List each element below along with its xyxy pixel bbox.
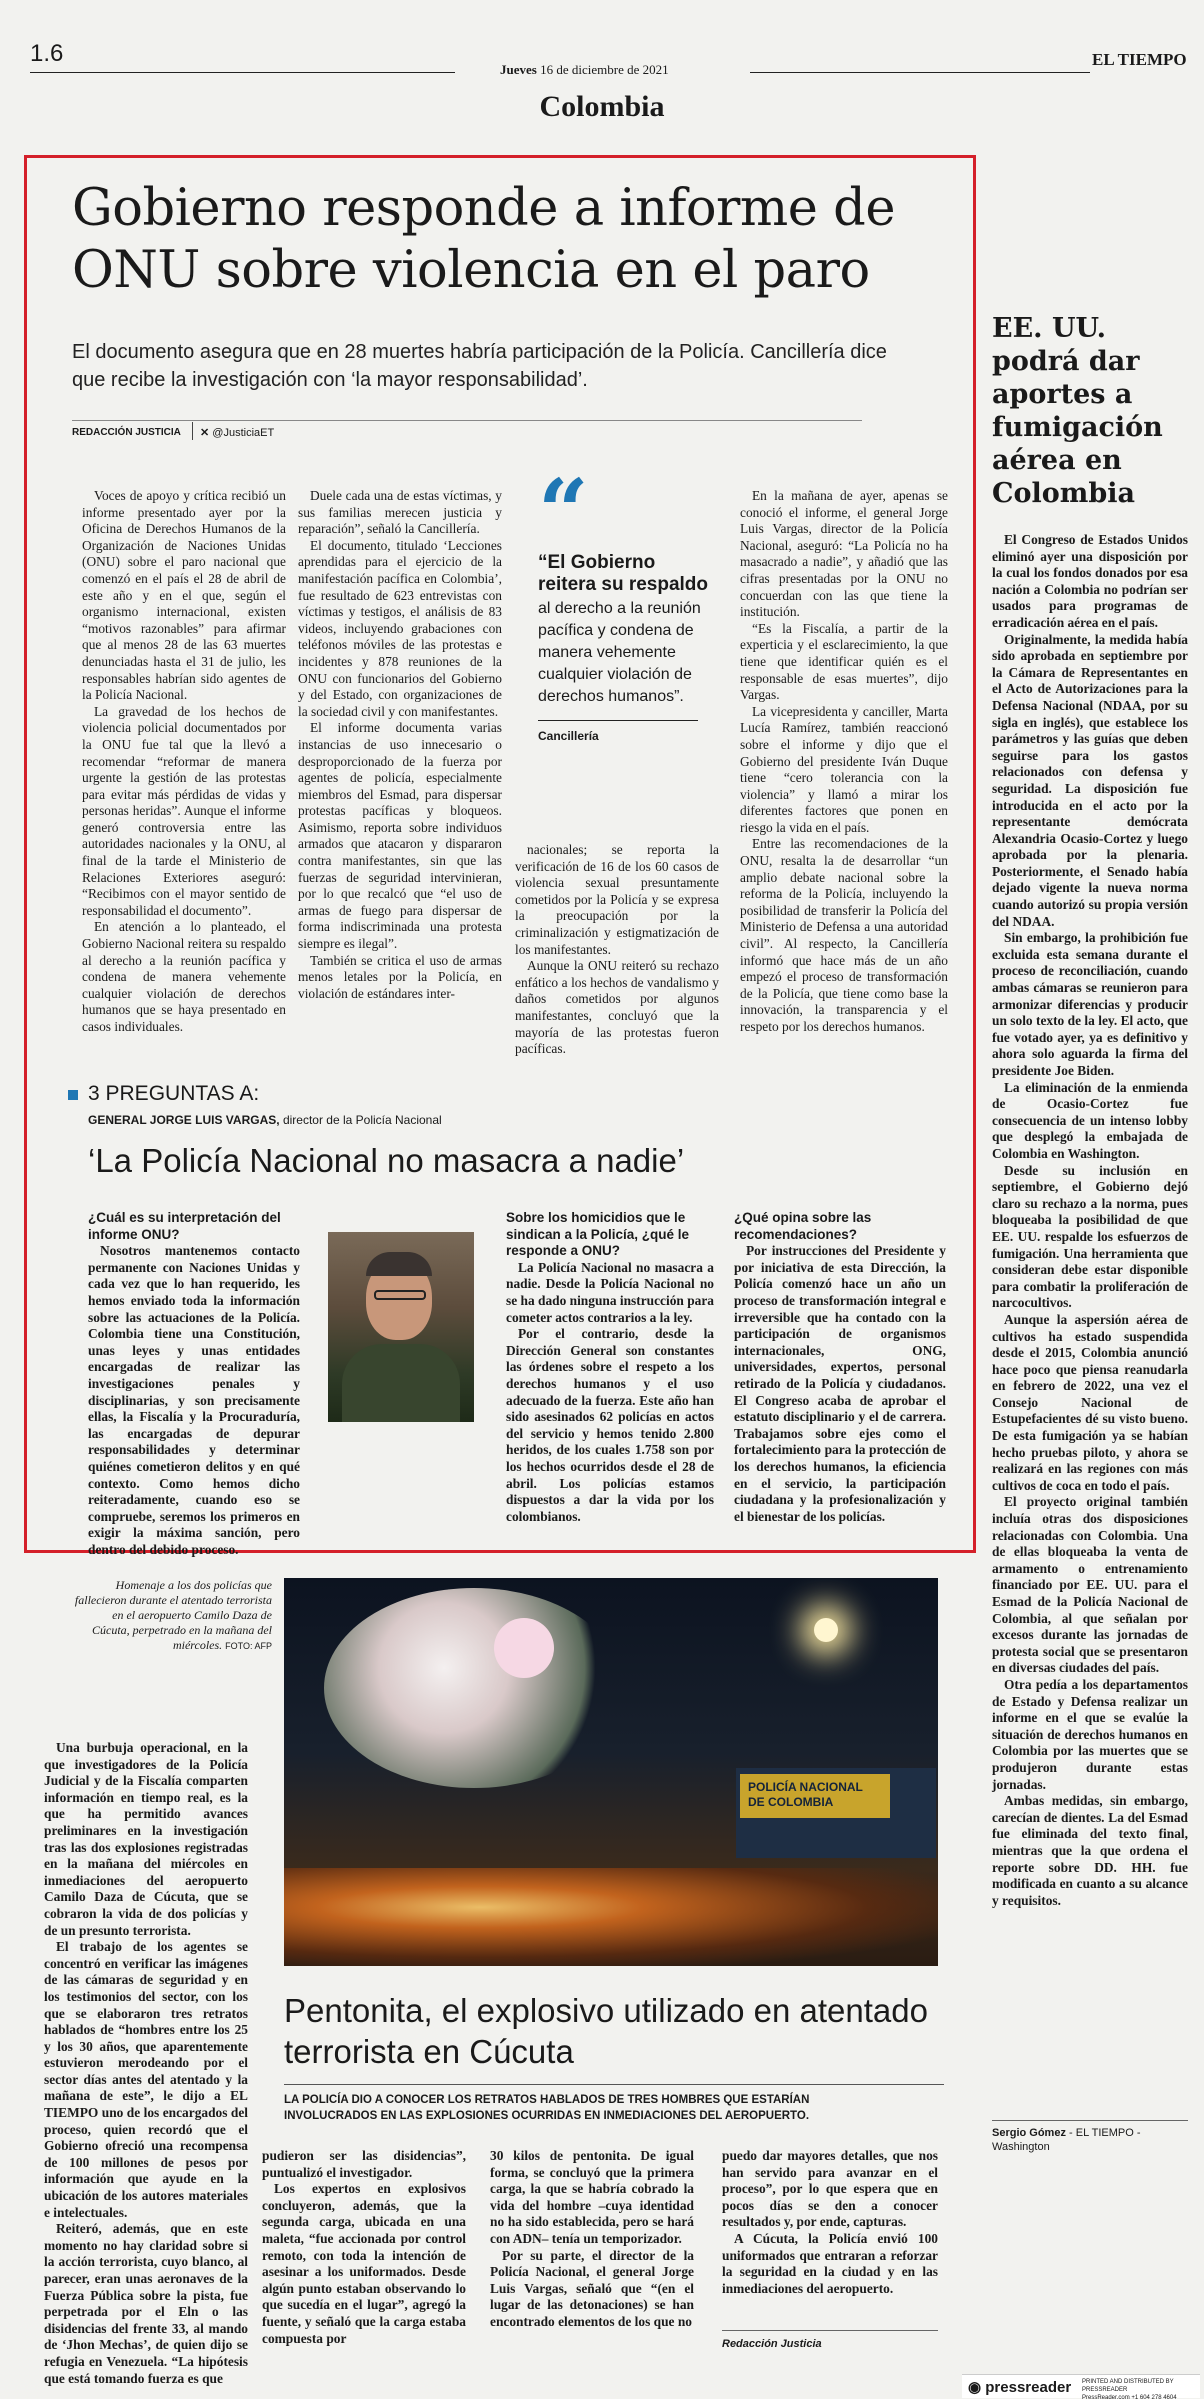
main-col-2 [298,488,502,1002]
paragraph: Reiteró, además, que en este momento no hay claridad sobre si la acción terrorista, cuyo blanco, al parecer, eran unas aeronaves de la Fuerza Pública sobre la pista, fue perpetrada por el Eln o las disidencias del frente 33, al mando de ‘Jhon Mechas’, de quien dijo se refugia en Venezuela. “La hipótesis que está tomando fuerza es que [44,2221,248,2386]
cucuta-byline: Redacción Justicia [722,2338,822,2350]
paragraph: Originalmente, la medida había sido aprobada en septiembre por la Cámara de Representantes en el Acto de Autorizaciones para la Defensa Nacional (NDAA, por su sigla en inglés), que establece los parámetros y las guías que deben seguirse para los gastos relacionados con defensa y seguridad. La disposición fue introducida en el acto por la representante demócrata Alexandria Ocasio-Cortez y luego aprobada por la plenaria. Posteriormente, el Senado había dejado vigente la nueva norma cuando autorizó su propia versión del NDAA. [992,631,1188,929]
police-sign: POLICÍA NACIONAL DE COLOMBIA [740,1774,890,1818]
paragraph: Los expertos en explosivos concluyeron, además, que la segunda carga, ubicada en una maleta, “fue accionada por control remoto, con toda la intención de asesinar a los uniformados. Desde algún punto estaban observando lo que sucedía en el lugar”, agregó la fuente, y señaló que la carga estaba compuesta por [262,2181,466,2346]
paragraph: Otra pedía a los departamentos de Estado y Defensa realizar un informe en el que se evalúe la situación de derechos humanos en Colombia por las muertes que se produjeron durante estas jornadas. [992,1676,1188,1792]
interview-label: 3 PREGUNTAS A: [88,1082,260,1105]
pressreader-brand: pressreader [985,2379,1072,2396]
interview-person-role: director de la Policía Nacional [282,1113,442,1127]
caption-text: Homenaje a los dos policías que fallecieron durante el atentado terrorista en el aeropuerto Camilo Daza de Cúcuta, perpetrado en la mañana del miércoles. [74,1578,272,1652]
main-col-3 [515,842,719,1058]
date-line [500,62,669,78]
main-headline: Gobierno responde a informe de ONU sobre violencia en el paro [72,179,896,300]
paragraph: Una burbuja operacional, en la que investigadores de la Policía Judicial y de la Fiscalía comparten información en tiempo real, es la que ha permitido avances preliminares en la investigación tras las dos explosiones registradas en la mañana del miércoles en inmediaciones del aeropuerto Camilo Daza de Cúcuta, que se cobraron la vida de dos policías y de un presunto terrorista. [44,1740,248,1938]
interview-col-3 [734,1210,946,1525]
square-bullet-icon [68,1090,78,1100]
answer: Por instrucciones del Presidente y por iniciativa de esta Dirección, la Policía comenzó hace un año un proceso de transformación integral e irreversible que ha contado con la participación de organismos internacionales, ONG, universidades, expertos, personal retirado de la Policía y ciudadanos. El Congreso acaba de aprobar el estatuto disciplinario y el de carrera. Trabajamos sobre ejes como el fortalecimiento para la protección de los derechos humanos, la eficiencia en el servicio, la participación ciudadana y la profesionalización y el bienestar de los policías. [734,1243,946,1524]
paragraph: La eliminación de la enmienda de Ocasio-Cortez fue consecuencia de un intenso lobby que desplegó la embajada de Colombia en Washington. [992,1079,1188,1161]
interview-title: ‘La Policía Nacional no masacra a nadie’ [88,1142,685,1179]
side-body [992,532,1188,1909]
main-col-1 [82,488,286,1036]
pressreader-logo [968,2378,1071,2396]
paragraph: La gravedad de los hechos de violencia policial documentados por la ONU fue tal que la llevó a recomendar “reformar de manera urgente la gestión de las protestas para evitar más pérdidas de vidas y personas heridas”. Aunque el informe generó controversia entre las autoridades nacionales y la ONU, al final de la tarde el Ministerio de Relaciones Exteriores aseguró: “Recibimos con el mayor sentido de responsabilidad el documento”. [82,703,286,918]
twitter-icon: ✕ [200,427,210,439]
portrait-photo [328,1232,474,1422]
side-author [992,2126,1188,2154]
interview-col-2 [506,1210,714,1525]
paragraph: Aunque la ONU reiteró su rechazo enfático a los hechos de vandalismo y daños cometidos por algunos manifestantes, concluyó que la mayoría de las protestas fueron pacíficas. [515,958,719,1057]
paragraph: El trabajo de los agentes se concentró en verificar las imágenes de las cámaras de seguridad y en los testimonios del sector, con los que se elaboraron tres retratos hablados de “hombres entre los 25 y los 30 años, que aparentemente estuvieron merodeando por el sector días antes del atentado y la mañana de este”, le dijo a EL TIEMPO uno de los encargados del proceso, quien recordó que el Gobierno ofreció una recompensa de 100 millones de pesos por información que ayude en la ubicación de los autores materiales e intelectuales. [44,1939,248,2220]
paragraph: El Congreso de Estados Unidos eliminó ayer una disposición por la cual los fondos donados por esa nación a Colombia no podrían ser usados para programas de erradicación aérea en el país. [992,532,1188,630]
photo-credit: FOTO: AFP [225,1641,272,1651]
photo-caption [72,1578,272,1654]
quote-source: Cancillería [538,729,599,743]
section-title: Colombia [539,90,665,123]
quote-mark-icon: “ [538,459,589,563]
main-col-4 [740,488,948,1036]
paragraph: A Cúcuta, la Policía envió 100 uniformados que entraran a reforzar la seguridad en la ciudad y en las inmediaciones del aeropuerto. [722,2230,938,2296]
paragraph: 30 kilos de pentonita. De igual forma, se concluyó que la primera carga, la que se habría cobrado la vida del hombre –cuya identidad no ha sido establecida, pero se hará con ADN– tenía un temporizador. [490,2148,694,2246]
byline: REDACCIÓN JUSTICIA [72,427,181,438]
answer: La Policía Nacional no masacra a nadie. Desde la Policía Nacional no se ha dado ninguna instrucción para cometer actos contrarios a la ley. [506,1259,714,1325]
paragraph: En la mañana de ayer, apenas se conoció el informe, el general Jorge Luis Vargas, director de la Policía Nacional, aseguró: “La Policía no ha masacrado a nadie”, y añadió que las cifras presentadas por la ONU no concuerdan con las que tiene la institución. [740,488,948,620]
paragraph: Por su parte, el director de la Policía Nacional, el general Jorge Luis Vargas, señaló que “(en el lugar de las detonaciones) se han encontrado elementos de los que no [490,2247,694,2329]
interview-person [88,1113,442,1127]
quote-bold: “El Gobierno reitera su respaldo [538,552,709,595]
paragraph: Duele cada una de estas víctimas, y sus familias merecen justicia y reparación”, señaló la Cancillería. [298,488,502,537]
cucuta-headline: Pentonita, el explosivo utilizado en atentado terrorista en Cúcuta [284,1992,928,2070]
pressreader-footer [962,2374,1200,2398]
pressreader-contact [1082,2378,1197,2399]
paragraph: Aunque la aspersión aérea de cultivos ha estado suspendida desde el 2015, Colombia anunció hace poco que piensa reanudarla en febrero de 2022, una vez el Consejo Nacional de Estupefacientes dé su visto bueno. De esta fumigación ya se habían hecho pruebas piloto, y ahora se realizará en las regiones con más cultivos de coca en todo el país. [992,1311,1188,1493]
newspaper-name: EL TIEMPO [1092,50,1187,69]
page-number: 1.6 [30,40,64,67]
date-day: Jueves [500,62,537,77]
paragraph: Voces de apoyo y crítica recibió un informe presentado ayer por la Oficina de Derechos Humanos de la Organización de Naciones Unidas (ONU) sobre el paro nacional que comenzó en el país el 28 de abril de este año y en el que, según el organismo internacional, existen “motivos razonables” para afirmar que al menos 28 de las 63 muertes denunciadas hasta el 31 de julio, les responsables habrían sido agentes de la Policía Nacional. [82,488,286,703]
paragraph: En atención a lo planteado, el Gobierno Nacional reitera su respaldo al derecho a la reunión pacífica y condena de manera vehemente cualquier violación de derechos humanos que se haya presentado en casos individuales. [82,919,286,1034]
main-subhead: El documento asegura que en 28 muertes habría participación de la Policía. Cancillería dice que recibe la investigación con ‘la mayor responsabilidad’. [72,341,887,391]
printed-by: PRINTED AND DISTRIBUTED BY PRESSREADER [1082,2379,1174,2393]
paragraph: El documento, titulado ‘Lecciones aprendidas para el ejercicio de la manifestación pacífica en Colombia’, fue resultado de 623 entrevistas con víctimas y testigos, el análisis de 83 videos, incluyendo grabaciones con teléfonos móviles de las protestas e incidentes y 878 reuniones de la ONU con funcionarios del Gobierno y del Estado, con organizaciones de la sociedad civil y con manifestantes. [298,537,502,719]
pull-quote [538,459,718,743]
cucuta-subhead: LA POLICÍA DIO A CONOCER LOS RETRATOS HABLADOS DE TRES HOMBRES QUE ESTARÍAN INVOLUCRADOS EN LAS EXPLOSIONES OCURRIDAS EN INMEDIACIONES DEL AEROPUERTO. [284,2094,810,2122]
paragraph: Desde su inclusión en septiembre, el Gobierno dejó claro su rechazo a la norma, pues bloqueaba la posibilidad de que EE. UU. respalde los esfuerzos de fumigación. Una herramienta que consideran debe estar disponible para combatir la proliferación de narcocultivos. [992,1162,1188,1311]
question: Sobre los homicidios que le sindican a la Policía, ¿qué le responde a ONU? [506,1210,690,1259]
side-author-role: - EL TIEMPO - Washington [992,2127,1141,2153]
question: ¿Qué opina sobre las recomendaciones? [734,1210,872,1242]
paragraph: nacionales; se reporta la verificación de 16 de los 60 casos de violencia sexual presuntamente cometidos por la Policía y se expresa la preocupación por la criminalización y estigmatización de los manifestantes. [515,842,719,957]
cucuta-col-4 [722,2148,938,2297]
paragraph: puedo dar mayores detalles, que nos han servido para avanzar en el proceso”, por lo que espera que en pocos días se den a conocer resultados y, por ende, capturas. [722,2148,938,2230]
cucuta-col-1 [44,1740,248,2390]
twitter-handle-text: @JusticiaET [212,427,275,439]
cucuta-col-2 [262,2148,466,2347]
answer: Por el contrario, desde la Dirección General son constantes las órdenes sobre el respeto a los derechos humanos y el uso adecuado de la fuerza. Este año han sido asesinados 62 policías en actos del servicio y hemos tenido 2.800 heridos, de los cuales 1.758 son por los hechos ocurridos desde el 28 de abril. Los policías estamos dispuestos a dar la vida por los colombianos. [506,1326,714,1524]
quote-rest: al derecho a la reunión pacífica y condena de manera vehemente cualquier violación de derechos humanos”. [538,600,701,705]
pressreader-icon: ◉ [968,2379,982,2396]
paragraph: pudieron ser las disidencias”, puntualizó el investigador. [262,2148,466,2180]
interview-person-name: GENERAL JORGE LUIS VARGAS, [88,1113,280,1127]
answer: Nosotros mantenemos contacto permanente con Naciones Unidas y cada vez que lo han requerido, les hemos enviado toda la información sobre las actuaciones de la Policía. Colombia tiene una Constitución, unas leyes y unas entidades encargadas de realizar las investigaciones penales y disciplinarias, y son precisamente ellas, la Fiscalía y la Procuraduría, las encargadas de depurar responsabilidades y determinar quiénes cometieron delitos y en qué contexto. Como hemos dicho reiteradamente, cuando eso se compruebe, seremos los primeros en exigir la máxima sanción, pero dentro del debido proceso. [88,1243,300,1557]
side-author-name: Sergio Gómez [992,2127,1066,2139]
paragraph: Entre las recomendaciones de la ONU, resalta la de desarrollar “un amplio debate nacional sobre la reforma de la Policía, incluyendo la posibilidad de transferir la Policía del Ministerio de Defensa a una autoridad civil”. Al respecto, la Cancillería informó que hace más de un año empezó el proceso de transformación de la Policía, que tiene como base la innovación, la transparencia y el respeto por los derechos humanos. [740,836,948,1034]
paragraph: La vicepresidenta y canciller, Marta Lucía Ramírez, también reaccionó sobre el informe y dijo que el Gobierno del presidente Iván Duque tiene “cero tolerancia con la violencia” y llamó a mirar los diferentes factores que ponen en riesgo la vida en el país. [740,703,948,835]
cucuta-col-3 [490,2148,694,2331]
paragraph: También se critica el uso de armas menos letales por la Policía, en violación de estándares inter- [298,952,502,1001]
question: ¿Cuál es su interpretación del informe ONU? [88,1210,281,1242]
side-headline: EE. UU. podrá dar aportes a fumigación aérea en Colombia [992,313,1163,509]
interview-col-1 [88,1210,300,1558]
contact-line: PressReader.com +1 604 278 4604 [1082,2395,1177,2399]
memorial-photo [284,1578,938,1966]
paragraph: El informe documenta varias instancias de uso innecesario o desproporcionado de la fuerza por agentes de policía, especialmente miembros del Esmad, para dispersar protestas pacíficas y bloqueos. Asimismo, reporta sobre individuos armados que atacaron y dispararon contra manifestantes, sin que las fuerzas de seguridad intervinieran, por lo que recalcó que “el uso de armas de fuego para dispersar de forma indiscriminada una protesta siempre es ilegal”. [298,720,502,952]
twitter-handle[interactable] [200,426,274,439]
date-rest: 16 de diciembre de 2021 [540,62,669,77]
paragraph: El proyecto original también incluía otras dos disposiciones relacionadas con Colombia. Una de ellas bloqueaba la venta de armamento o entrenamiento financiado por EE. UU. para el Esmad de la Policía Nacional de Colombia, al que señalan por excesos durante las jornadas de protesta social que se presentaron en diversas ciudades del país. [992,1494,1188,1676]
paragraph: Ambas medidas, sin embargo, carecían de dientes. La del Esmad fue eliminada del texto final, mientras que la que ordena el reporte sobre DD. HH. fue modificada en cuanto a su alcance y requisitos. [992,1793,1188,1908]
paragraph: Sin embargo, la prohibición fue excluida esta semana durante el proceso de reconciliación, cuando ambas cámaras se reunieron para armonizar diferencias y producir un solo texto de la ley. El acto, que fue votado ayer, ya es definitivo y ahora solo aguarda la firma del presidente Joe Biden. [992,930,1188,1078]
paragraph: “Es la Fiscalía, a partir de la experticia y el esclarecimiento, la que tiene que identificar quién es el responsable de esas muertes”, dijo Vargas. [740,620,948,703]
